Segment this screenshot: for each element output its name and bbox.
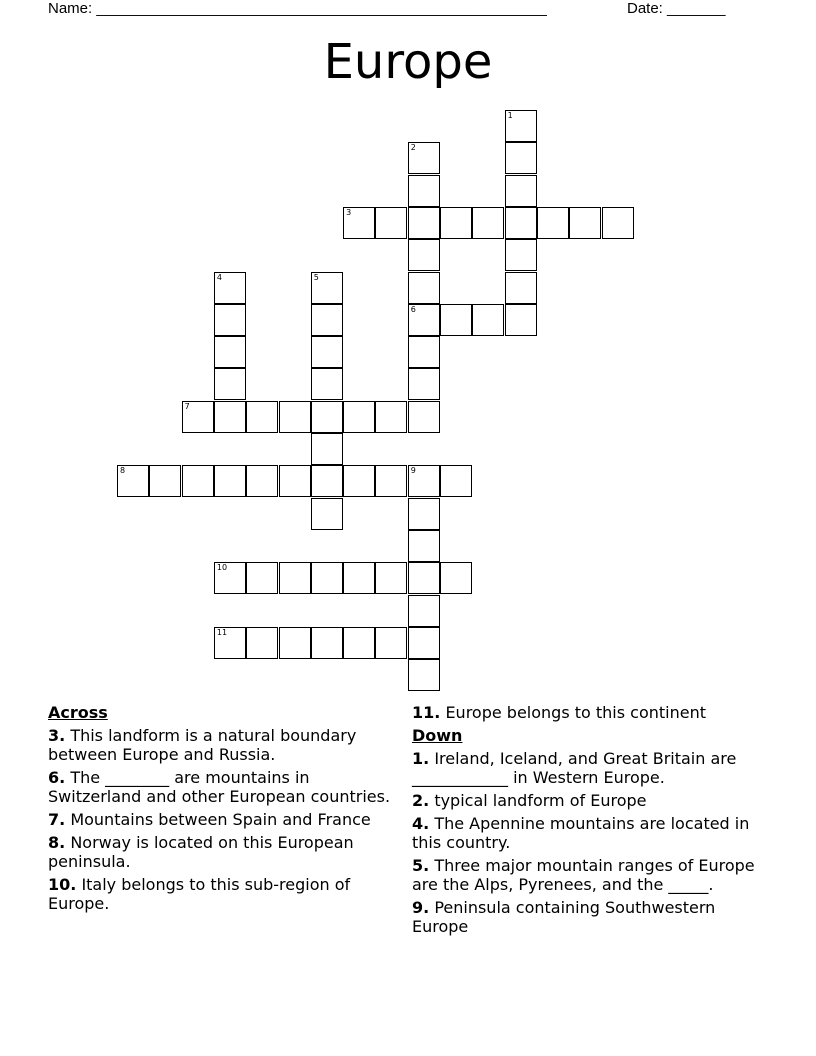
date-field-label: Date: _______ [627, 0, 726, 17]
grid-cell [214, 465, 246, 497]
clue-number: 2 [410, 143, 416, 153]
grid-cell [311, 336, 343, 368]
grid-cell [311, 465, 343, 497]
grid-cell [505, 272, 537, 304]
grid-cell [182, 465, 214, 497]
grid-cell [472, 304, 504, 336]
grid-cell [375, 401, 407, 433]
clues-left-column [48, 703, 393, 917]
grid-cell [311, 627, 343, 659]
grid-cell [505, 175, 537, 207]
grid-cell [408, 272, 440, 304]
grid-cell [311, 272, 343, 304]
clue-number: 4 [216, 272, 222, 282]
clue-text: The Apennine mountains are located in this country. [412, 814, 750, 852]
grid-cell [408, 336, 440, 368]
name-field-label: Name: ______________________________________________________ [48, 0, 547, 17]
grid-cell [408, 595, 440, 627]
grid-cell [375, 465, 407, 497]
grid-cell [246, 465, 278, 497]
grid-cell [408, 239, 440, 271]
clue-number: 5. [412, 856, 430, 875]
grid-cell [408, 562, 440, 594]
grid-cell [408, 465, 440, 497]
down-clue [412, 749, 767, 787]
grid-cell [279, 401, 311, 433]
clue-number: 9 [410, 466, 416, 476]
grid-cell [505, 304, 537, 336]
grid-cell [408, 175, 440, 207]
grid-cell [408, 498, 440, 530]
clue-number: 10. [48, 875, 77, 894]
grid-cell [375, 627, 407, 659]
grid-cell [505, 207, 537, 239]
grid-cell [246, 562, 278, 594]
clue-text: Peninsula containing Southwestern Europe [412, 898, 716, 936]
grid-cell [343, 207, 375, 239]
grid-cell [343, 562, 375, 594]
grid-cell [182, 401, 214, 433]
grid-cell [214, 272, 246, 304]
grid-cell [246, 627, 278, 659]
grid-cell [343, 627, 375, 659]
clues-right-column [412, 703, 767, 940]
clue-number: 6 [410, 304, 416, 314]
clue-number: 1. [412, 749, 430, 768]
grid-cell [311, 562, 343, 594]
clue-number: 11 [216, 627, 228, 637]
grid-cell [311, 401, 343, 433]
grid-cell [214, 368, 246, 400]
grid-cell [214, 627, 246, 659]
grid-cell [505, 110, 537, 142]
grid-cell [569, 207, 601, 239]
grid-cell [375, 207, 407, 239]
grid-cell [602, 207, 634, 239]
grid-cell [537, 207, 569, 239]
grid-cell [279, 465, 311, 497]
grid-cell [214, 336, 246, 368]
grid-cell [472, 207, 504, 239]
page-title: Europe [323, 34, 493, 90]
clue-number: 7 [184, 401, 190, 411]
clue-number: 3. [48, 726, 66, 745]
clue-number: 1 [507, 111, 513, 120]
grid-cell [375, 562, 407, 594]
grid-cell [505, 239, 537, 271]
grid-cell [279, 562, 311, 594]
clue-text: Three major mountain ranges of Europe are the Alps, Pyrenees, and the _____. [412, 856, 755, 894]
grid-cell [408, 401, 440, 433]
clue-number: 10 [216, 563, 228, 573]
grid-cell [246, 401, 278, 433]
down-clue [412, 791, 767, 810]
clue-number: 2. [412, 791, 430, 810]
clue-text: Italy belongs to this sub-region of Europe. [48, 875, 351, 913]
clue-number: 6. [48, 768, 66, 787]
clue-text: Ireland, Iceland, and Great Britain are ____________ in Western Europe. [412, 749, 737, 787]
grid-cell [408, 207, 440, 239]
clue-text: Norway is located on this European peninsula. [48, 833, 354, 871]
grid-cell [214, 401, 246, 433]
clue-text: This landform is a natural boundary between Europe and Russia. [48, 726, 357, 764]
clue-number: 7. [48, 810, 66, 829]
grid-cell [343, 401, 375, 433]
clue-text: Europe belongs to this continent [445, 703, 707, 722]
down-clue [412, 814, 767, 852]
clue-number: 9. [412, 898, 430, 917]
grid-cell [440, 304, 472, 336]
grid-cell [408, 530, 440, 562]
grid-cell [311, 368, 343, 400]
across-heading: Across [48, 703, 108, 722]
grid-cell [440, 465, 472, 497]
down-heading: Down [412, 726, 463, 745]
across-clue [48, 875, 393, 913]
grid-cell [440, 207, 472, 239]
grid-cell [311, 433, 343, 465]
down-clue [412, 856, 767, 894]
across-clue [48, 833, 393, 871]
grid-cell [149, 465, 181, 497]
grid-cell [408, 142, 440, 174]
clue-number: 4. [412, 814, 430, 833]
grid-cell [505, 142, 537, 174]
clue-text: The ________ are mountains in Switzerland and other European countries. [48, 768, 391, 806]
clue-text: Mountains between Spain and France [70, 810, 371, 829]
down-clue [412, 898, 767, 936]
across-clue [48, 726, 393, 764]
clue-number: 8. [48, 833, 66, 852]
grid-cell [343, 465, 375, 497]
across-clue [48, 810, 393, 829]
grid-cell [214, 562, 246, 594]
grid-cell [311, 498, 343, 530]
clue-number: 8 [120, 466, 126, 476]
grid-cell [408, 304, 440, 336]
grid-cell [279, 627, 311, 659]
clue-number: 3 [346, 207, 352, 217]
grid-cell [311, 304, 343, 336]
grid-cell [214, 304, 246, 336]
grid-cell [408, 368, 440, 400]
clue-number: 11. [412, 703, 441, 722]
across-clue [412, 703, 767, 722]
grid-cell [117, 465, 149, 497]
clue-text: typical landform of Europe [434, 791, 647, 810]
grid-cell [408, 627, 440, 659]
across-clue [48, 768, 393, 806]
clue-number: 5 [313, 272, 319, 282]
grid-cell [408, 659, 440, 691]
grid-cell [440, 562, 472, 594]
